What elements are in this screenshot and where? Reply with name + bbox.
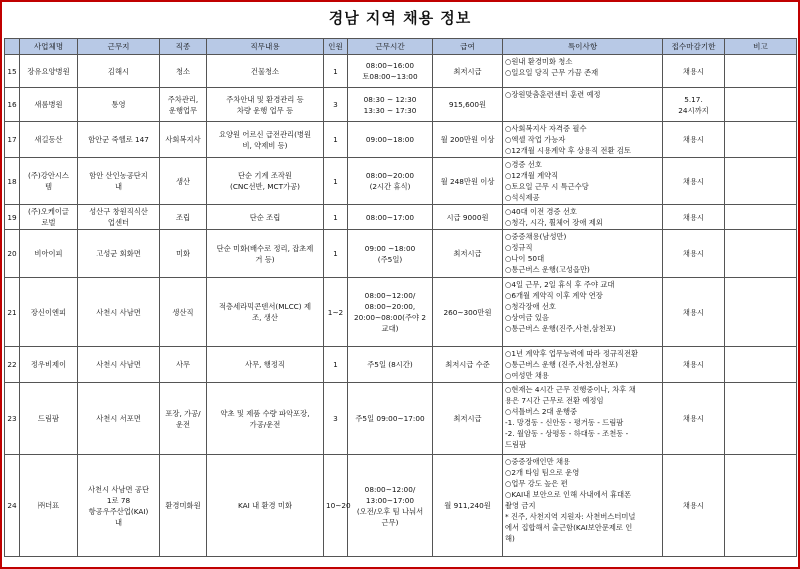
duty-cell[interactable]: 주차안내 및 환경관리 등 차량 운행 업무 등 [207,88,324,122]
note-line: ○장원맞춤훈련센터 훈련 예정 [505,90,601,99]
notes-cell[interactable] [503,278,663,347]
notes-cell[interactable] [503,55,663,88]
duty-cell[interactable]: 요양원 어르신 급전관리(병원 비, 약제비 등) [207,122,324,158]
duty-cell[interactable]: 단순 조립 [207,205,324,230]
pay-cell[interactable]: 최저시급 수준 [433,347,503,383]
company-cell[interactable]: 장신이엔피 [20,278,78,347]
note-line: ○셔틀버스 2대 운행중 [505,407,578,416]
note-line: ○통근버스 운행 (진주,사천,삼천포) [505,360,618,369]
table-row [5,455,797,557]
table-row [5,205,797,230]
note-line: ○정규직 [505,243,533,252]
remark-cell[interactable] [725,122,797,158]
deadline-cell[interactable]: 채용시 [663,455,725,557]
location-cell[interactable]: 통영 [78,88,160,122]
hours-cell[interactable]: 주5일 09:00~17:00 [348,383,433,455]
deadline-cell[interactable]: 채용시 [663,205,725,230]
table-row [5,55,797,88]
note-line: ○1년 계약후 업무능력에 따라 정규직전환 [505,349,639,358]
note-line: ○토요일 근무 시 특근수당 [505,182,589,191]
hours-cell[interactable]: 08:00~20:00 (2시간 휴식) [348,158,433,205]
job-type-cell[interactable]: 환경미화원 [160,455,207,557]
note-line: -2. 월암동 - 상평동 - 하대동 - 조천동 - [505,429,629,438]
row-number[interactable]: 23 [5,383,20,455]
deadline-cell[interactable]: 채용시 [663,347,725,383]
note-line: 촬영 금지 [505,501,536,510]
remark-cell[interactable] [725,278,797,347]
table-row [5,383,797,455]
table-row [5,278,797,347]
headcount-cell[interactable]: 1 [324,347,348,383]
note-line: ○40대 이전 경증 선호 [505,207,577,216]
notes-cell[interactable] [503,88,663,122]
col-notes-header[interactable]: 특이사항 [503,39,663,55]
remark-cell[interactable] [725,455,797,557]
row-number[interactable]: 24 [5,455,20,557]
row-number[interactable]: 16 [5,88,20,122]
deadline-cell[interactable]: 채용시 [663,383,725,455]
col-company-header[interactable]: 사업체명 [20,39,78,55]
location-cell[interactable]: 사천시 사남면 [78,347,160,383]
note-line: ○KAI내 보안으로 인해 사내에서 휴대폰 [505,490,632,499]
company-cell[interactable]: 장유요양병원 [20,55,78,88]
table-row [5,347,797,383]
pay-cell[interactable]: 최저시급 [433,55,503,88]
location-cell[interactable]: 성산구 창원직식산 업센터 [78,205,160,230]
job-type-cell[interactable]: 생산 [160,158,207,205]
table-row [5,230,797,278]
note-line: ○엑셀 작업 가능자 [505,135,566,144]
note-line: 해) [505,534,515,543]
deadline-cell[interactable]: 채용시 [663,122,725,158]
pay-cell[interactable]: 월 200만원 이상 [433,122,503,158]
note-line: 에서 집합해서 출근함(KAI보안문제로 인 [505,523,633,532]
hours-cell[interactable]: 08:00~12:00/ 08:00~20:00, 20:00~08:00(주야 2 교대) [348,278,433,347]
company-cell[interactable]: 새길동산 [20,122,78,158]
col-pay-header[interactable]: 급여 [433,39,503,55]
location-cell[interactable]: 함안군 죽헬로 147 [78,122,160,158]
note-line: ○12개월 계약직 [505,171,559,180]
col-deadline-header[interactable]: 접수마감기한 [663,39,725,55]
job-type-cell[interactable]: 사회복지사 [160,122,207,158]
company-cell[interactable]: 새롬병원 [20,88,78,122]
job-type-cell[interactable]: 생산직 [160,278,207,347]
pay-cell[interactable]: 915,600원 [433,88,503,122]
headcount-cell[interactable]: 1 [324,55,348,88]
company-cell[interactable]: (주)강안시스 템 [20,158,78,205]
row-number[interactable]: 17 [5,122,20,158]
job-table [4,38,797,557]
notes-cell[interactable] [503,455,663,557]
pay-cell[interactable]: 월 248만원 이상 [433,158,503,205]
location-cell[interactable]: 사천시 사남면 공단 1로 78 항공우주산업(KAI) 내 [78,455,160,557]
note-line: ○여성만 채용 [505,371,549,380]
remark-cell[interactable] [725,347,797,383]
hours-cell[interactable]: 08:00~17:00 [348,205,433,230]
hours-cell[interactable]: 08:00~16:00 토08:00~13:00 [348,55,433,88]
job-type-cell[interactable]: 미화 [160,230,207,278]
company-cell[interactable]: 정우비제이 [20,347,78,383]
note-line: ○석식제공 [505,193,540,202]
duty-cell[interactable]: 사무, 행정직 [207,347,324,383]
notes-cell[interactable] [503,383,663,455]
table-row [5,88,797,122]
note-line: ○사회복지사 자격증 필수 [505,124,587,133]
location-cell[interactable]: 김해시 [78,55,160,88]
remark-cell[interactable] [725,158,797,205]
note-line: ○4일 근무, 2일 휴식 후 주야 교대 [505,280,615,289]
duty-cell[interactable]: 단순 기계 조작원 (CNC선반, MCT가공) [207,158,324,205]
note-line: ○현재는 4시간 근무 진행중이나, 차후 채 [505,385,636,394]
job-type-cell[interactable]: 주차관리, 운행업무 [160,88,207,122]
notes-cell[interactable] [503,230,663,278]
row-number[interactable]: 20 [5,230,20,278]
notes-cell[interactable] [503,122,663,158]
note-line: -1. 망경동 - 신안동 - 평거동 - 드림팜 [505,418,624,427]
row-number[interactable]: 18 [5,158,20,205]
duty-cell[interactable]: 단순 미화(배수로 정리, 잡초제 거 등) [207,230,324,278]
headcount-cell[interactable]: 1 [324,158,348,205]
pay-cell[interactable]: 260~300만원 [433,278,503,347]
job-type-cell[interactable]: 조립 [160,205,207,230]
table-body [5,55,797,557]
remark-cell[interactable] [725,383,797,455]
headcount-cell[interactable]: 10~20 [324,455,348,557]
note-line: 드림팜 [505,440,527,449]
duty-cell[interactable]: 약초 및 제품 수량 파악포장, 가공/운전 [207,383,324,455]
job-type-cell[interactable]: 포장, 가공/ 운전 [160,383,207,455]
header-row [5,39,797,55]
note-line: ○2개 타임 팀으로 운영 [505,468,580,477]
headcount-cell[interactable]: 3 [324,88,348,122]
col-remark-header[interactable]: 비고 [725,39,797,55]
deadline-cell[interactable]: 채용시 [663,158,725,205]
note-line: ○일요일 당직 근무 가끔 존재 [505,68,599,77]
row-number[interactable]: 19 [5,205,20,230]
duty-cell[interactable]: KAI 내 환경 미화 [207,455,324,557]
location-cell[interactable]: 고성군 회화면 [78,230,160,278]
remark-cell[interactable] [725,55,797,88]
note-line: ○청각, 시각, 휠체어 장애 제외 [505,218,603,227]
pay-cell[interactable]: 최저시급 [433,383,503,455]
note-line: ○중증장애인만 채용 [505,457,571,466]
col-location-header[interactable]: 근무지 [78,39,160,55]
table-row [5,158,797,205]
note-line: 용은 7시간 근무로 전환 예정임 [505,396,604,405]
note-line: ○6개월 계약직 이후 계약 연장 [505,291,603,300]
note-line: ○업무 강도 높은 편 [505,479,568,488]
note-line: ○통근버스 운행(고성읍만) [505,265,590,274]
col-job-header[interactable]: 직종 [160,39,207,55]
deadline-cell[interactable]: 채용시 [663,230,725,278]
job-type-cell[interactable]: 사무 [160,347,207,383]
col-no-header[interactable] [5,39,20,55]
note-line: ○12개월 시용계약 후 상용직 전환 검토 [505,146,631,155]
hours-cell[interactable]: 주5일 (8시간) [348,347,433,383]
duty-cell[interactable]: 건물청소 [207,55,324,88]
row-number[interactable]: 15 [5,55,20,88]
remark-cell[interactable] [725,205,797,230]
location-cell[interactable]: 사천시 사남면 [78,278,160,347]
note-line: ○나이 50대 [505,254,545,263]
headcount-cell[interactable]: 1 [324,230,348,278]
company-cell[interactable]: (주)오케이글 로벌 [20,205,78,230]
notes-cell[interactable] [503,347,663,383]
page-title: 경남 지역 채용 정보 [328,9,472,27]
deadline-cell[interactable]: 채용시 [663,55,725,88]
hours-cell[interactable]: 08:30 ~ 12:30 13:30 ~ 17:30 [348,88,433,122]
hours-cell[interactable]: 09:00 ~18:00 (주5일) [348,230,433,278]
job-type-cell[interactable]: 청소 [160,55,207,88]
company-cell[interactable]: 드림팜 [20,383,78,455]
headcount-cell[interactable]: 1~2 [324,278,348,347]
hours-cell[interactable]: 09:00~18:00 [348,122,433,158]
pay-cell[interactable]: 월 911,240원 [433,455,503,557]
row-number[interactable]: 22 [5,347,20,383]
note-line: ○통근버스 운행(진주,사천,삼천포) [505,324,616,333]
remark-cell[interactable] [725,230,797,278]
company-cell[interactable]: 비아이피 [20,230,78,278]
hours-cell[interactable]: 08:00~12:00/ 13:00~17:00 (오전/오후 팀 나눠서 근무) [348,455,433,557]
remark-cell[interactable] [725,88,797,122]
note-line: ○중증채용(남성만) [505,232,567,241]
location-cell[interactable]: 사천시 서포면 [78,383,160,455]
table-row [5,122,797,158]
deadline-cell[interactable]: 채용시 [663,278,725,347]
col-duty-header[interactable]: 직무내용 [207,39,324,55]
note-line: ○상여금 있음 [505,313,549,322]
notes-cell[interactable] [503,205,663,230]
col-hours-header[interactable]: 근무시간 [348,39,433,55]
note-line: ○청각장애 선호 [505,302,556,311]
deadline-cell[interactable]: 5.17. 24시까지 [663,88,725,122]
pay-cell[interactable]: 시급 9000원 [433,205,503,230]
col-count-header[interactable]: 인원 [324,39,348,55]
pay-cell[interactable]: 최저시급 [433,230,503,278]
row-number[interactable]: 21 [5,278,20,347]
notes-cell[interactable] [503,158,663,205]
note-line: ○원내 환경미화 청소 [505,57,573,66]
note-line: * 진주, 사천지역 지원자: 사천버스터미널 [505,512,636,521]
location-cell[interactable]: 함안 산인농공단지 내 [78,158,160,205]
duty-cell[interactable]: 적층세라믹콘덴서(MLCC) 제 조, 생산 [207,278,324,347]
headcount-cell[interactable]: 1 [324,205,348,230]
headcount-cell[interactable]: 3 [324,383,348,455]
headcount-cell[interactable]: 1 [324,122,348,158]
note-line: ○경증 선호 [505,160,542,169]
company-cell[interactable]: ㈜더표 [20,455,78,557]
